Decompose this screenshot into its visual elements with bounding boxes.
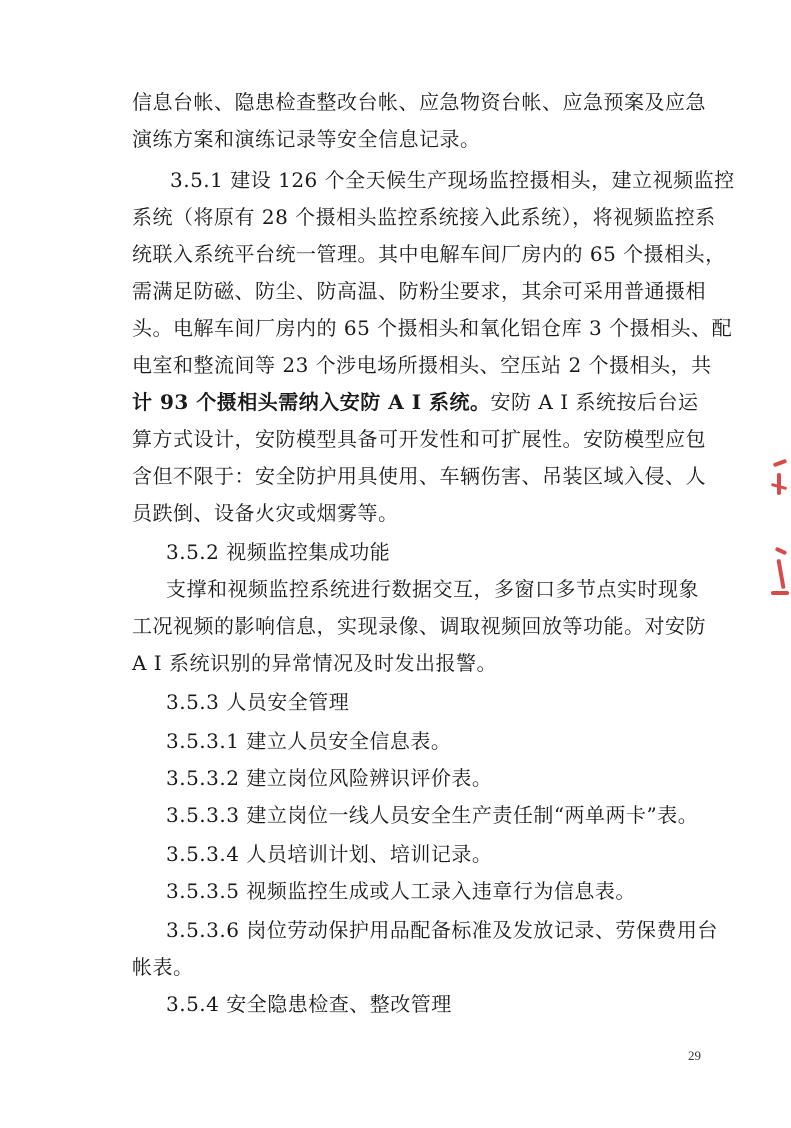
section-3-5-1-line: 3.5.1 建设 126 个全天候生产现场监控摄相头，建立视频监控	[170, 168, 735, 192]
paragraph-line: 电室和整流间等 23 个涉电场所摄相头、空压站 2 个摄相头，共	[132, 353, 712, 377]
paragraph-line: 需满足防磁、防尘、防高温、防粉尘要求，其余可采用普通摄相	[132, 279, 706, 303]
paragraph-line: 帐表。	[132, 955, 194, 979]
page-number: 29	[688, 1048, 701, 1063]
line-rest: 安防 A I 系统按后台运	[490, 390, 699, 414]
paragraph-line: 头。电解车间厂房内的 65 个摄相头和氧化铝仓库 3 个摄相头、配	[132, 316, 733, 340]
section-3-5-2-heading: 3.5.2 视频监控集成功能	[166, 540, 391, 564]
paragraph-line: 含但不限于：安全防护用具使用、车辆伤害、吊装区域入侵、人	[132, 464, 706, 488]
paragraph-line: 算方式设计，安防模型具备可开发性和可扩展性。安防模型应包	[132, 427, 706, 451]
paragraph-line: 信息台帐、隐患检查整改台帐、应急物资台帐、应急预案及应急	[132, 90, 706, 114]
section-3-5-3-heading: 3.5.3 人员安全管理	[166, 690, 350, 714]
seal-stamp-fragment	[769, 545, 791, 605]
paragraph-line: 系统（将原有 28 个摄相头监控系统接入此系统），将视频监控系	[132, 205, 716, 229]
paragraph-line: 演练方案和演练记录等安全信息记录。	[132, 127, 481, 151]
seal-stamp-fragment	[769, 455, 791, 505]
bold-emphasis: 计 93 个摄相头需纳入安防 A I 系统。	[132, 390, 491, 414]
section-3-5-4-heading: 3.5.4 安全隐患检查、整改管理	[166, 992, 452, 1016]
paragraph-line	[0, 390, 791, 414]
item-3-5-3-3: 3.5.3.3 建立岗位一线人员安全生产责任制“两单两卡”表。	[166, 803, 699, 827]
item-3-5-3-5: 3.5.3.5 视频监控生成或人工录入违章行为信息表。	[166, 879, 636, 903]
paragraph-line: 员跌倒、设备火灾或烟雾等。	[132, 501, 399, 525]
paragraph-line: 工况视频的影响信息，实现录像、调取视频回放等功能。对安防	[132, 614, 706, 638]
paragraph-line: A I 系统识别的异常情况及时发出报警。	[132, 651, 498, 675]
paragraph-line: 统联入系统平台统一管理。其中电解车间厂房内的 65 个摄相头，	[132, 242, 726, 266]
item-3-5-3-6: 3.5.3.6 岗位劳动保护用品配备标准及发放记录、劳保费用台	[166, 918, 718, 942]
item-3-5-3-2: 3.5.3.2 建立岗位风险辨识评价表。	[166, 766, 493, 790]
paragraph-line: 支撑和视频监控系统进行数据交互，多窗口多节点实时现象	[166, 577, 699, 601]
item-3-5-3-1: 3.5.3.1 建立人员安全信息表。	[166, 729, 452, 753]
item-3-5-3-4: 3.5.3.4 人员培训计划、培训记录。	[166, 842, 493, 866]
